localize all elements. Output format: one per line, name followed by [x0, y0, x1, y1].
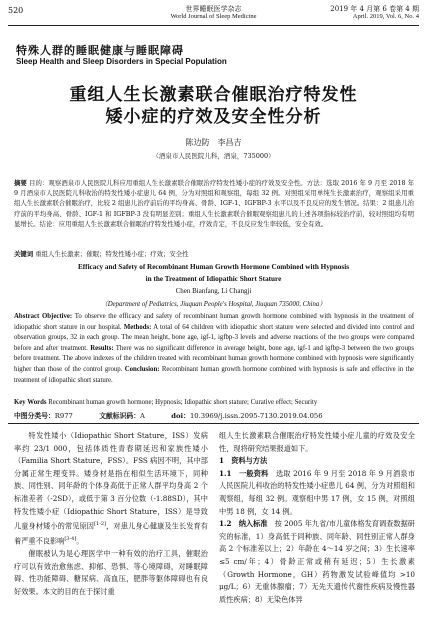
- authors-en: Chen Bianfang, Li Changji: [175, 287, 252, 295]
- clc-label: 中图分类号：: [14, 412, 55, 420]
- methods-text: A total of 64 children with idiopathic short stature were selected and divided into control and observation groups, 32 in each group. The mean height, bone age, igf-1, igfbp-3 levels and adverse reactions of the two groups were compared before and after treatment.: [14, 323, 414, 352]
- title-cn-line2: 矮小症的疗效及安全性分析: [105, 107, 322, 127]
- intro-p1-tail: ，对患儿身心健康及生长发育有着严重不良影响: [14, 521, 208, 546]
- page-number: 520: [8, 6, 24, 15]
- section-1-2-text: 按 2005 年九省/市儿童体格发育调查数据研究的标准，1）身高低于同种族、同年龄、同性别正常人群身高 2 个标准差以上；2）年龄在 4～14 岁之间；3）生长速率≤5 cm/年；4）骨龄正常或稍有延迟；5）生长激素（Growth Hormone，GH）药物激发试验峰值均 >10 μg/L；6）无重体腺瘤；7）无先天遗传代谢性疾病及慢性器质性疾病；8）无染色体异: [219, 519, 415, 604]
- column-title-cn: 特殊人群的睡眠健康与睡眠障碍: [16, 44, 184, 57]
- section-1-1: [219, 468, 415, 518]
- title-en-line1: Efficacy and Safety of Recombinant Human Growth Hormone Combined with Hypnosis: [77, 263, 349, 271]
- objective-label: Objective:: [41, 313, 73, 320]
- abstract-en-label: Abstract: [14, 313, 40, 320]
- objective-text: To observe the efficacy and safety of recombinant human growth hormone combined with hypnosis in the treatment of idiopathic short stature in our hospital.: [14, 313, 415, 331]
- methods-label: Methods:: [123, 323, 152, 331]
- intro-paragraph-1: [14, 430, 208, 548]
- journal-title-cn: 世界睡眠医学杂志: [185, 5, 242, 13]
- keywords-cn-text: 重组人生长激素；催眠；特发性矮小症；疗效；安全性: [35, 250, 189, 258]
- title-en-line2: in the Treatment of Idiopathic Short Stature: [145, 275, 282, 283]
- column-title-en: Sleep Health and Sleep Disorders in Special Population: [16, 57, 227, 66]
- abstract-en: [14, 312, 414, 386]
- authors-cn: 陈边防 李昌吉: [185, 138, 242, 147]
- clc-value: R977: [54, 412, 73, 420]
- doi-label: doi：: [171, 412, 190, 420]
- section-1-1-text: 选取 2016 年 9 月至 2018 年 9 月酒泉市人民医院儿科收治的特发性矮小症患儿 64 例，分为对照组和观察组，每组 32 例。观察组中男 17 例，女 15 例，对照组中男 18 例，女 14 例。: [219, 468, 415, 516]
- body-left-column: [14, 430, 208, 599]
- keywords-cn: [14, 249, 414, 259]
- doi-value: 10.3969/j.issn.2095-7130.2019.04.056: [189, 412, 323, 420]
- keywords-en: [14, 398, 414, 408]
- journal-title-en: World Journal of Sleep Medicine: [170, 13, 257, 20]
- issue-cn: 2019 年 4 月第 6 卷第 4 期: [330, 5, 419, 13]
- intro-p1-text: 特发性矮小（Idiopathic Short Stature，ISS）发病率约 23/1 000，包括体质性青春期延迟和家族性矮小（Familia Short Stature，FSS）。FSS 病因不明，其中部分属正常生理变异。矮身材是指在相似生活环境下，同种族、同性别、同年龄的个体身高低于正常人群平均身高 2 个标准差者（-2SD），或低于第 3 百分位数（-1.88SD），其中特发性矮小症（Idiopathic Short Stature，ISS）是导致儿童身材矮小的常见原因: [14, 431, 208, 531]
- section-1-2-heading: 1.2 纳入标准: [219, 519, 268, 529]
- conclusion-label: Conclusion:: [124, 365, 160, 373]
- ref-1-2: [1-2]: [94, 521, 107, 528]
- classification-line: [14, 410, 323, 420]
- intro-p1-end: 。: [76, 536, 84, 546]
- abstract-cn-label: 摘要: [14, 179, 27, 187]
- results-label: Results:: [90, 344, 114, 352]
- abstract-cn: [14, 178, 414, 229]
- affiliation-en: （Department of Pediatrics, Jiuquan People's Hospital, Jiuquan 735000, China）: [100, 301, 327, 308]
- intro-paragraph-2: 催眠被认为是心理医学中一种有效的治疗工具，催眠治疗可以有效治愈焦虑、抑郁、恐惧、等心境障碍，对睡眠障碍、性功能障碍、糖尿病、高血压，肥胖等躯体障碍也有良好效果。本文的目的在于探讨重: [14, 549, 208, 596]
- intro-paragraph-cont: 组人生长激素联合催眠治疗特发性矮小症儿童的疗效及安全性，现将研究结果报道如下。: [219, 431, 415, 453]
- section-1-1-heading: 1.1 一般资料: [219, 468, 269, 478]
- doc-code-value: A: [140, 412, 145, 420]
- title-cn-line1: 重组人生长激素联合催眠治疗特发性: [69, 85, 358, 105]
- keywords-en-label: Key Words: [14, 399, 47, 406]
- keywords-en-text: Recombinant human growth hormone; Hypnosis; Idiopathic short stature; Curative effect; Security: [46, 399, 318, 406]
- doc-code-label: 文献标识码：: [99, 412, 140, 420]
- body-right-column: [219, 430, 415, 606]
- ref-3-4: [3-4]: [64, 536, 77, 543]
- keywords-cn-label: 关键词: [14, 250, 34, 258]
- body-rule: [8, 423, 419, 424]
- section-1-heading: 1 资料与方法: [219, 456, 268, 466]
- section-1-2: [219, 518, 415, 606]
- conclusion-text: Recombinant human growth hormone combined with hypnosis is safe and effective in the treatment of idiopathic short stature.: [14, 365, 414, 384]
- issue-en: April. 2019, Vol. 6, No. 4: [352, 13, 419, 20]
- abstract-cn-text: 目的：观察酒泉市人民医院儿科应用重组人生长激素联合催眠治疗特发性矮小症的疗效及安全性。方法：选取 2016 年 9 月至 2018 年 9 月酒泉市人民医院儿科收治的特发性矮小症患儿 64 例，分为对照组和观察组，每组 32 例。对照组采用单纯生长激素治疗，观察组采用重组人生长激素联合催眠治疗，比较 2 组患儿治疗前后的平均身高、骨龄、IGF-1、IGFBP-3 水平以及不良反应的发生情况。结果：2 组患儿治疗前的平均身高、骨龄、IGF-1 和 IGFBP-3 没有明显差别；重组人生长激素联合催眠观察组患儿的上述各项指标较治疗前，较对照组均有明显增长。结论：应用重组人生长激素联合催眠治疗特发性矮小症，疗效肯定，不良反应发生率较低，安全有效。: [14, 179, 414, 228]
- affiliation-cn: （酒泉市人民医院儿科，酒泉，735000）: [152, 152, 275, 160]
- results-text: There was no significant difference in average height, bone age, igf-1 and igfbp-3 between the two groups before treatment. The above indexes of the children treated with recombinant human growth hormone combined with hypnosis were significantly higher than those of the control group.: [14, 344, 415, 373]
- header-rule: [8, 25, 419, 26]
